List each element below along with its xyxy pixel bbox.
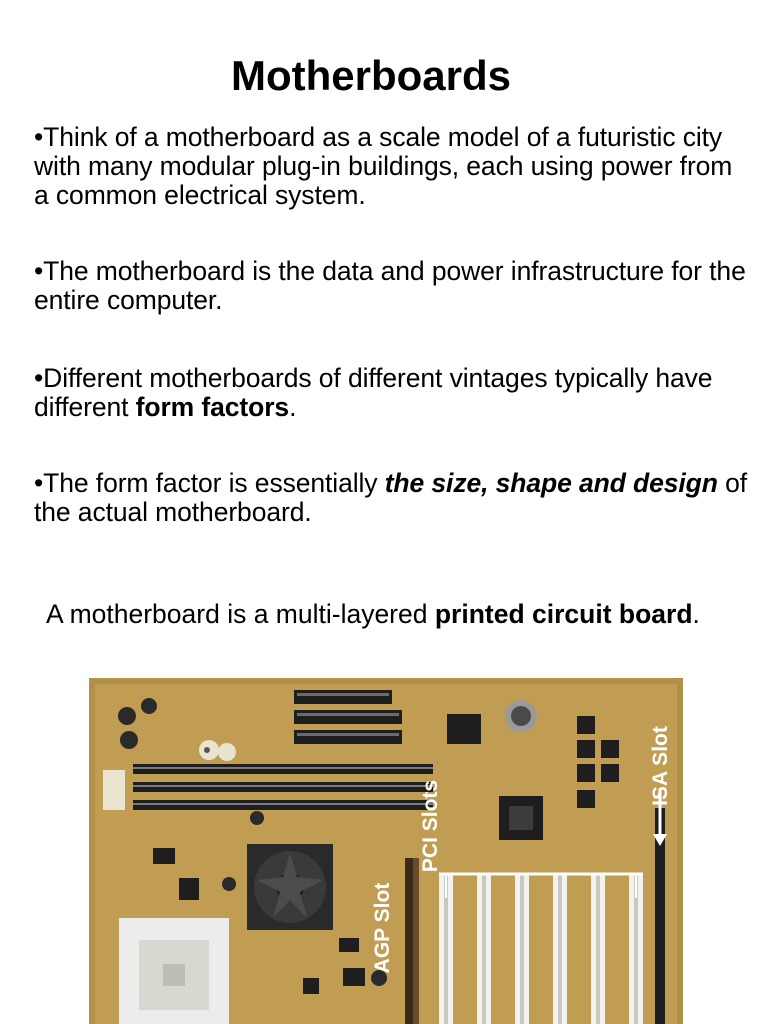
bullet-form-factor-definition [34,469,754,527]
ide-connectors [294,690,402,744]
slide-title: Motherboards [230,52,511,99]
note-emphasis: printed circuit board [434,599,693,629]
cpu-cooler [247,844,333,930]
motherboard-photo [89,678,683,1024]
bullet-text-end: . [289,392,297,422]
bullet-text: •Think of a motherboard as a scale model of a futuristic city with many modular plug-in buildings, each using power from a common electrical system. [34,122,733,210]
bullet-text: •The form factor is essentially [34,468,385,498]
agp-slot [405,858,419,1024]
bullet-form-factors [34,364,754,422]
bullet-text: •Different motherboards of different vintages typically have different [34,363,713,422]
cpu-socket [119,918,229,1024]
note-text: A motherboard is a multi-layered [46,599,435,629]
bullet-city-analogy [34,123,754,210]
pci-slots-label: PCI Slots [419,779,442,873]
bullet-emphasis: form factors [135,392,290,422]
bullet-infrastructure [34,257,754,315]
pcb-note [46,596,746,632]
bullet-text-end: of the actual motherboard. [34,468,748,527]
bullet-text: •The motherboard is the data and power infrastructure for the entire computer. [34,256,746,315]
isa-slot [653,788,667,1024]
note-text-end: . [692,599,700,629]
isa-slot-label: ISA Slot [649,726,672,806]
bullet-emphasis: the size, shape and design [384,468,718,498]
agp-slot-label: AGP Slot [371,882,394,974]
ram-slots [103,764,433,810]
